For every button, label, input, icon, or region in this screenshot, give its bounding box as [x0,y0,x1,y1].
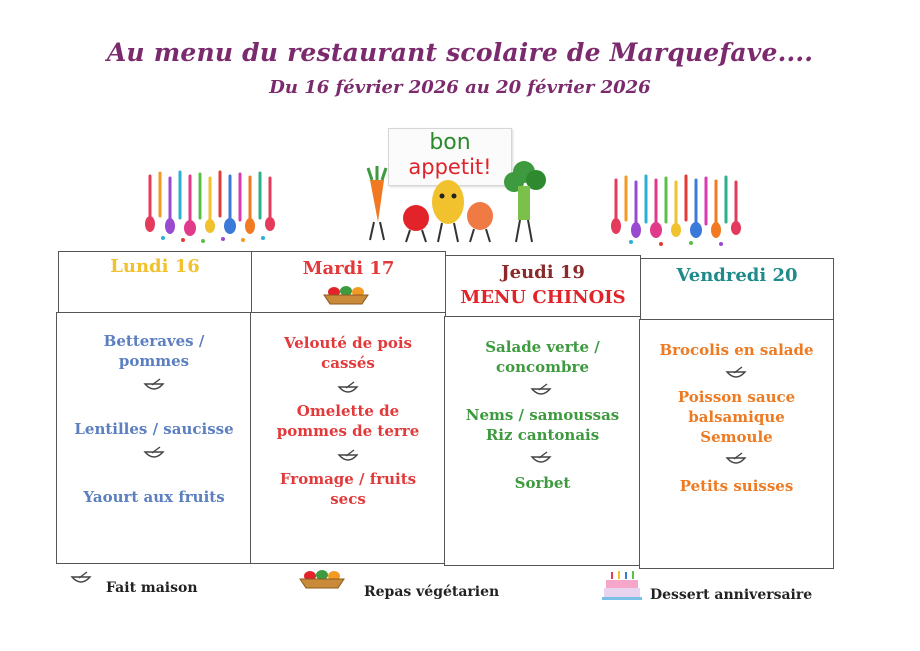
utensils-left-illustration [138,168,288,248]
dish-line: Poisson sauce [677,388,796,406]
fait-maison-icon [143,446,165,460]
dish-line: pommes [118,352,190,370]
utensils-right-illustration [606,172,756,252]
fait-maison-icon [337,381,359,395]
birthday-cake-icon [602,570,642,600]
dish-line: Sorbet [514,474,571,492]
dish-line: Riz cantonais [485,426,600,444]
dish-line: Omelette de [296,402,400,420]
dish-line: concombre [496,358,589,376]
dish-line: Fromage / fruits [279,470,417,488]
sign-line-2: appetit! [408,155,492,179]
day-label: Jeudi 19 [501,262,585,283]
day-label: Vendredi 20 [676,265,798,286]
dish-line: Brocolis en salade [659,341,814,359]
dish-line: Betteraves / [103,332,205,350]
dish-line: cassés [321,354,375,372]
day-label: Lundi 16 [110,256,200,277]
dish-line: Petits suisses [679,477,794,495]
legend-anniversaire: Dessert anniversaire [650,587,813,603]
day-column-vendredi [639,319,834,569]
dish-line: secs [330,490,366,508]
day-column-mardi [250,312,446,564]
dish-line: pommes de terre [276,422,420,440]
day-header-lundi [58,251,252,313]
fait-maison-legend-icon [70,571,92,585]
vegetable-basket-icon [320,286,372,306]
legend-fait-maison: Fait maison [106,580,198,596]
dish-line: Semoule [700,428,773,446]
page-title: Au menu du restaurant scolaire de Marquefave.... [106,38,814,67]
legend-vegetarien: Repas végétarien [364,584,500,600]
menu-theme-label: MENU CHINOIS [460,287,626,308]
day-column-lundi [56,312,252,564]
sign-line-1: bon [429,130,471,155]
fait-maison-icon [337,449,359,463]
day-label: Mardi 17 [302,258,395,279]
fait-maison-icon [725,452,747,466]
vegetarian-legend-icon [296,570,348,590]
fait-maison-icon [143,378,165,392]
dish-line: Lentilles / saucisse [74,420,234,438]
fait-maison-icon [725,366,747,380]
dish-line: Salade verte / [485,338,600,356]
date-range: Du 16 février 2026 au 20 février 2026 [269,77,651,98]
fait-maison-icon [530,383,552,397]
vegetable-characters-illustration [348,150,558,246]
day-header-vendredi [640,258,834,320]
fait-maison-icon [530,451,552,465]
day-header-jeudi [445,255,641,317]
dish-line: Nems / samoussas [465,406,620,424]
dish-line: Velouté de pois [284,334,412,352]
dish-line: Yaourt aux fruits [83,488,225,506]
dish-line: balsamique [688,408,785,426]
day-column-jeudi [444,316,641,566]
